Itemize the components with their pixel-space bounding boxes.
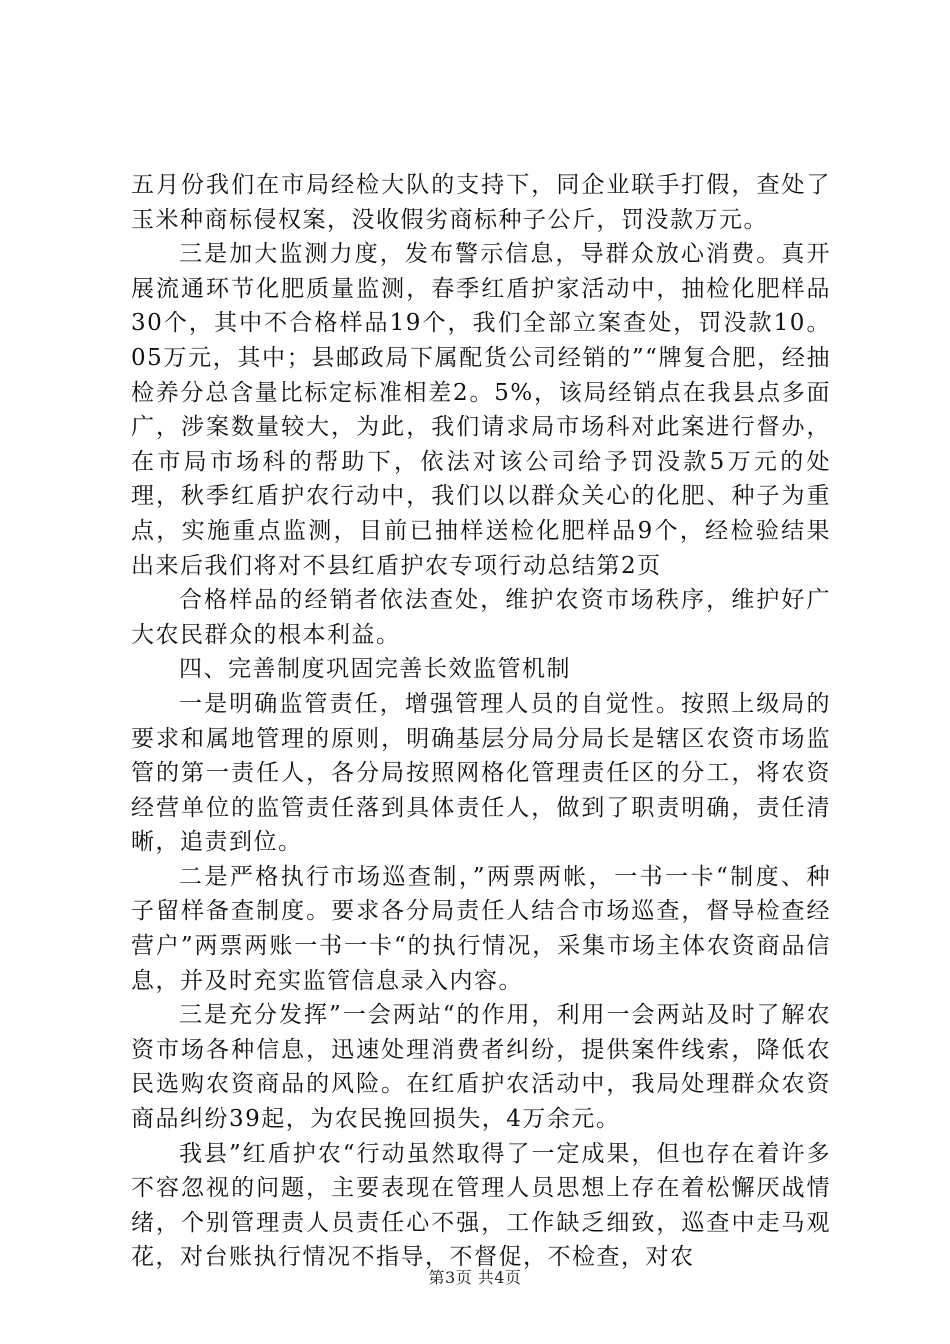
paragraph-monitoring: 三是加大监测力度，发布警示信息，导群众放心消费。真开展流通环节化肥质量监测，春季红盾护家活动中，抽检化肥样品30个，其中不合格样品19个，我们全部立案查处，罚没款10。05万元，其中；县邮政局下属配货公司经销的”“牌复合肥，经抽检养分总含量比标定标准相差2。5%，该局经销点在我县点多面广，涉案数量较大，为此，我们请求局市场科对此案进行督办，在市局市场科的帮助下，依法对该公司给予罚没款5万元的处理，秋季红盾护农行动中，我们以以群众关心的化肥、种子为重点，实施重点监测，目前已抽样送检化肥样品9个，经检验结果出来后我们将对不县红盾护农专项行动总结第2页: [131, 241, 831, 579]
page-number-footer: 第3页 共4页: [428, 1268, 522, 1287]
paragraph-qualified-samples: 合格样品的经销者依法查处，维护农资市场秩序，维护好广大农民群众的根本利益。: [131, 587, 831, 648]
document-body: [131, 168, 831, 1275]
section-heading: 四、完善制度巩固完善长效监管机制: [179, 656, 571, 683]
paragraph-problems: 我县”红盾护农“行动虽然取得了一定成果，但也存在着许多不容忽视的问题，主要表现在管理人员思想上存在着松懈厌战情绪，个别管理责人员责任心不强，工作缺乏细致，巡查中走马观花，对台账执行情况不指导，不督促，不检查，对农: [131, 1140, 831, 1271]
paragraph-one-association-two-stations: 三是充分发挥”一会两站“的作用，利用一会两站及时了解农资市场各种信息，迅速处理消费者纠纷，提供案件线索，降低农民选购农资商品的风险。在红盾护农活动中，我局处理群众农资商品纠纷39起，为农民挽回损失，4万余元。: [131, 1002, 831, 1133]
paragraph-inspection-system: 二是严格执行市场巡查制，”两票两帐，一书一卡“制度、种子留样备查制度。要求各分局责任人结合市场巡查，督导检查经营户”两票两账一书一卡“的执行情况，采集市场主体农资商品信息，并及时充实监管信息录入内容。: [131, 863, 831, 994]
paragraph-responsibility: 一是明确监管责任，增强管理人员的自觉性。按照上级局的要求和属地管理的原则，明确基层分局分局长是辖区农资市场监管的第一责任人，各分局按照网格化管理责任区的分工，将农资经营单位的监管责任落到具体责任人，做到了职责明确，责任清晰，追责到位。: [131, 690, 831, 856]
paragraph-continuation: 五月份我们在市局经检大队的支持下，同企业联手打假，查处了玉米种商标侵权案，没收假劣商标种子公斤，罚没款万元。: [131, 172, 831, 233]
